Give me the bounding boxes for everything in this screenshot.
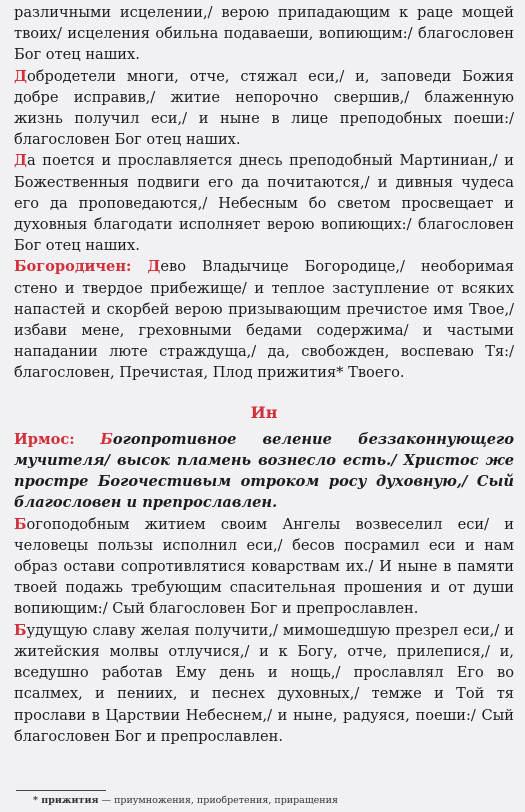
paragraph-text: различными исцелении,/ верою припадающим к раце мощей твоих/ исцеления обильна подаваеши, вопиющим:/ благословен Бог отец наших.	[14, 4, 514, 64]
section-label: Богородичен:	[14, 258, 132, 276]
paragraph-5	[14, 514, 514, 620]
paragraph-text: обродетели многи, отче, стяжал еси,/ и, заповеди Божия добре исправив,/ житие непорочно свершив,/ блаженную жизнь получил еси,/ и ныне в лице преподобных поеши:/ благословен Бог отец наших.	[14, 67, 514, 149]
drop-capital: Д	[14, 67, 27, 85]
paragraph-2	[14, 150, 514, 256]
paragraph-text: огопротивное веление беззаконнующего мучителя/ высок пламень вознесло есть./ Христос же простре Богочестивым отроком росу духовную,/ Сый благословен и препрославлен.	[14, 430, 514, 512]
section-heading: Ин	[250, 402, 278, 422]
paragraph-1	[14, 66, 514, 151]
drop-capital: Б	[14, 621, 27, 639]
paragraph-0	[14, 2, 514, 66]
paragraph-6	[14, 620, 514, 747]
section-label: Ирмос:	[14, 430, 75, 448]
footnote-definition: — приумножения, приобретения, приращения	[101, 795, 338, 806]
footnote	[33, 795, 338, 806]
drop-capital: Б	[100, 430, 113, 448]
paragraph-text: а поется и прославляется днесь преподобный Мартиниан,/ и Божественныя подвиги его да почитаются,/ и дивныя чудеса его да проповедаются,/ Небесным бо светом просвещает и духовныя благодати исполняет верою вопиющих:/ благословен Бог отец наших.	[14, 152, 514, 255]
drop-capital: Д	[14, 152, 27, 170]
paragraph-text: удущую славу желая получити,/ мимошедшую презрел еси,/ и житейския молвы отлучися,/ и к Богу, отче, прилепися,/ и, вседушно работав Ему день и нощь,/ прославлял Его во псалмех, и пениих, и песнех духовных,/ темже и Той тя прослави в Царствии Небеснем,/ и ныне, радуяся, поеши:/ Сый благословен Бог и препрославлен.	[14, 621, 514, 745]
drop-capital: Д	[147, 258, 161, 276]
drop-capital: Б	[14, 515, 27, 533]
paragraph-irmos	[14, 429, 514, 514]
footnote-term: * прижития	[33, 795, 99, 806]
document-page	[14, 2, 514, 747]
paragraph-text: ево Владычице Богородице,/ необоримая стено и твердое прибежище/ и теплое заступление от всяких напастей и скорбей верою призывающим пречистое имя Твое,/ избави мене, греховными бедами содержима/ и частыми нападании люте страждуща,/ да, свобожден, воспеваю Тя:/ благословен, Пречистая, Плод прижития* Твоего.	[14, 258, 514, 382]
paragraph-theotokion	[14, 256, 514, 383]
footnote-divider	[16, 790, 106, 791]
paragraph-text: огоподобным житием своим Ангелы возвеселил еси/ и человецы пользы исполнил еси,/ бесов посрамил еси и нам образ остави сопротивлятися коварствам их./ И ныне в памяти твоей подажь требующим спасительная прошения и от души вопиющим:/ Сый благословен Бог и препрославлен.	[14, 515, 514, 618]
